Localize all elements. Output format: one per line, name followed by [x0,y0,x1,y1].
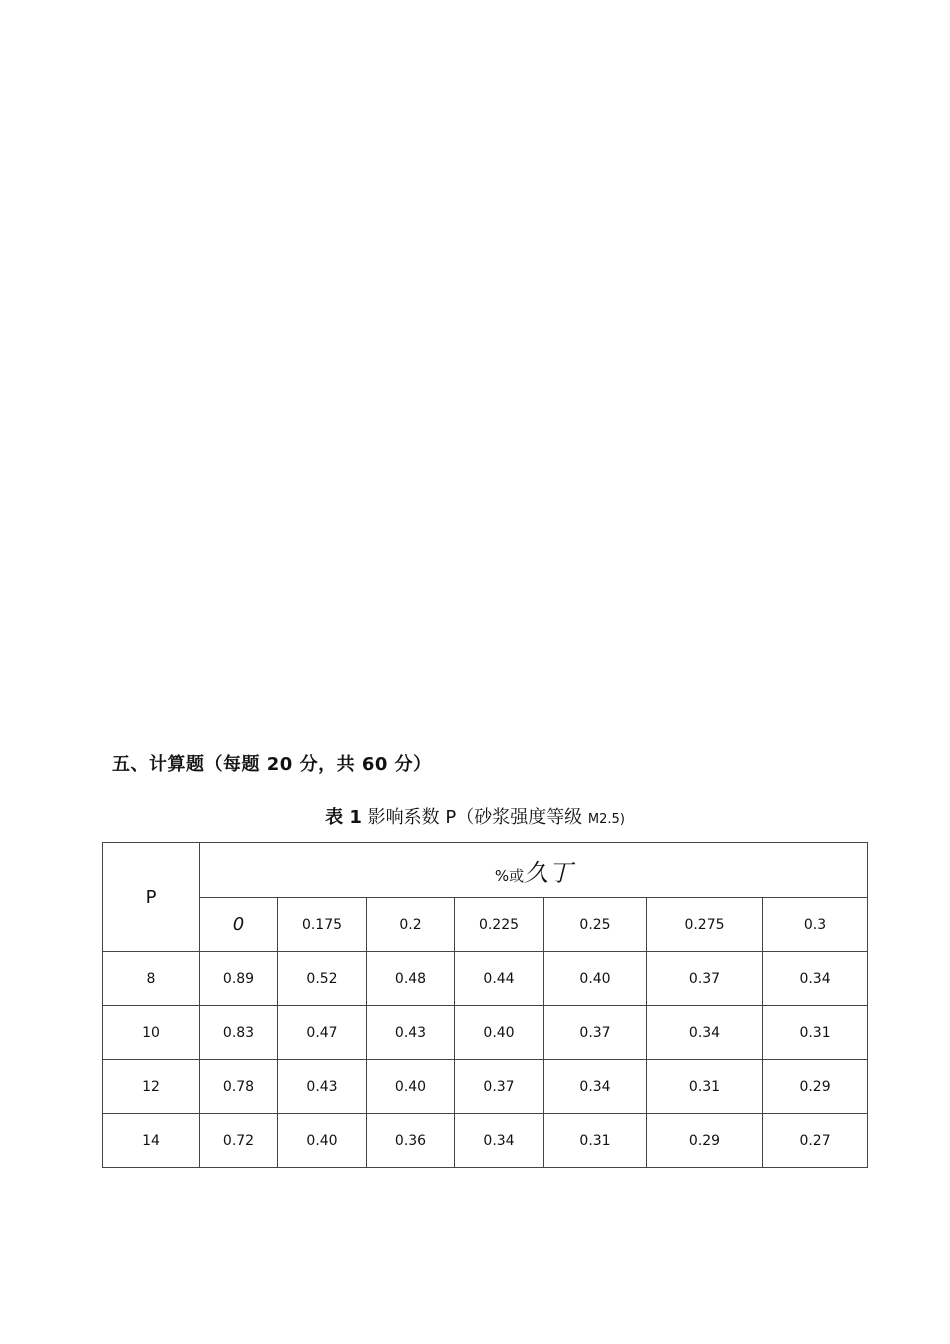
table-title-suffix: M2.5) [587,812,625,827]
corner-header-cell: P [103,843,200,952]
table-header-row [103,843,868,898]
table-cell: 0.47 [278,1006,367,1060]
table-cell: 0.34 [647,1006,763,1060]
table-row [103,952,868,1006]
influence-coefficient-table [102,842,868,1168]
group-header-prefix: %或 [494,866,525,885]
column-header-cell: 0.2 [367,898,455,952]
row-header-cell: 12 [103,1060,200,1114]
row-header-cell: 14 [103,1114,200,1168]
table-cell: 0.44 [455,952,544,1006]
table-cell: 0.34 [763,952,868,1006]
row-header-cell: 10 [103,1006,200,1060]
table-cell: 0.40 [544,952,647,1006]
table-cell: 0.31 [647,1060,763,1114]
table-row [103,1060,868,1114]
table-cell: 0.43 [367,1006,455,1060]
table-cell: 0.40 [367,1060,455,1114]
group-header-cell [200,843,868,898]
section-heading: 五、计算题（每题 20 分，共 60 分） [112,754,432,775]
table-cell: 0.78 [200,1060,278,1114]
table-cell: 0.29 [647,1114,763,1168]
row-header-cell: 8 [103,952,200,1006]
table-caption [0,803,950,829]
column-header-cell: 0.175 [278,898,367,952]
table-cell: 0.37 [455,1060,544,1114]
table-row [103,1006,868,1060]
table-cell: 0.89 [200,952,278,1006]
table-cell: 0.83 [200,1006,278,1060]
table-cell: 0.40 [455,1006,544,1060]
table-title: 影响系数 P（砂浆强度等级 [361,807,588,828]
table-cell: 0.31 [544,1114,647,1168]
group-header-symbol: 久丁 [524,858,573,887]
table-cell: 0.31 [763,1006,868,1060]
table-cell: 0.27 [763,1114,868,1168]
column-header-cell: 0.225 [455,898,544,952]
table-cell: 0.72 [200,1114,278,1168]
column-header-row [103,898,868,952]
column-header-cell: 0.3 [763,898,868,952]
column-header-cell: 0 [200,898,278,952]
table-cell: 0.37 [647,952,763,1006]
table-cell: 0.43 [278,1060,367,1114]
table-cell: 0.34 [455,1114,544,1168]
table-cell: 0.29 [763,1060,868,1114]
table-cell: 0.40 [278,1114,367,1168]
table-row [103,1114,868,1168]
table-cell: 0.36 [367,1114,455,1168]
table-cell: 0.34 [544,1060,647,1114]
column-header-cell: 0.25 [544,898,647,952]
table-cell: 0.37 [544,1006,647,1060]
table-cell: 0.52 [278,952,367,1006]
column-header-cell: 0.275 [647,898,763,952]
table-cell: 0.48 [367,952,455,1006]
table-number: 表 1 [325,807,362,828]
